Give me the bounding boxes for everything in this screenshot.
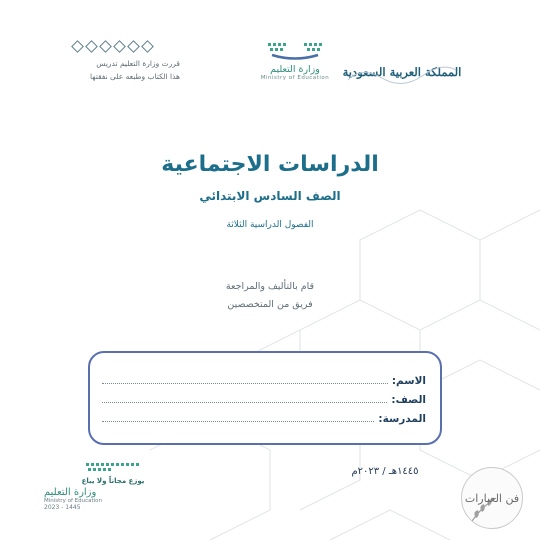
dots-decoration (60, 42, 180, 51)
authors-line-2: فريق من المتخصصين (227, 299, 313, 310)
name-field[interactable] (102, 371, 426, 387)
ministry-footer-name-en: Ministry of Education (44, 498, 103, 504)
approval-note-line-1: قررت وزارة التعليم تدريس (96, 59, 180, 68)
school-label: المدرسة: (378, 413, 426, 425)
book-grade: الصف السادس الابتدائي (199, 189, 341, 203)
name-blank[interactable] (102, 383, 388, 384)
class-field[interactable] (102, 390, 426, 406)
authors-block (120, 278, 420, 314)
ministry-footer-logo (44, 487, 134, 511)
ministry-footer-name-ar: وزارة التعليم (44, 487, 97, 498)
kingdom-calligraphy-icon (342, 58, 462, 86)
watermark-stamp (461, 467, 523, 529)
ministry-name-ar: وزارة التعليم (270, 64, 320, 75)
watermark-text: فن العبارات (464, 492, 520, 505)
kingdom-name: المملكة العربية السعودية (342, 65, 462, 79)
ministry-footer-year: 2023 - 1445 (44, 504, 81, 511)
ministry-name-en: Ministry of Education (260, 75, 330, 81)
authors-line-1: قام بالتأليف والمراجعة (225, 281, 315, 292)
approval-note (60, 42, 180, 83)
approval-note-line-2: هذا الكتاب وطبعه على نفقتها (89, 72, 180, 81)
edition-date: ١٤٤٥هـ / ٢٠٢٣م (351, 466, 419, 477)
ministry-logo (240, 42, 350, 81)
school-blank[interactable] (102, 421, 374, 422)
dots-grid-icon (84, 462, 142, 472)
student-info-box (88, 351, 442, 445)
kingdom-logo (342, 58, 462, 86)
free-distribution-text: يوزع مجاناً ولا يباع (81, 477, 145, 485)
school-field[interactable] (102, 409, 426, 425)
book-terms: الفصول الدراسية الثلاثة (226, 220, 314, 230)
book-title: الدراسات الاجتماعية (161, 152, 379, 177)
free-distribution-logo (78, 457, 148, 485)
name-label: الاسم: (391, 375, 426, 387)
class-label: الصف: (391, 394, 426, 406)
ministry-mark-icon (264, 42, 326, 62)
class-blank[interactable] (102, 402, 387, 403)
